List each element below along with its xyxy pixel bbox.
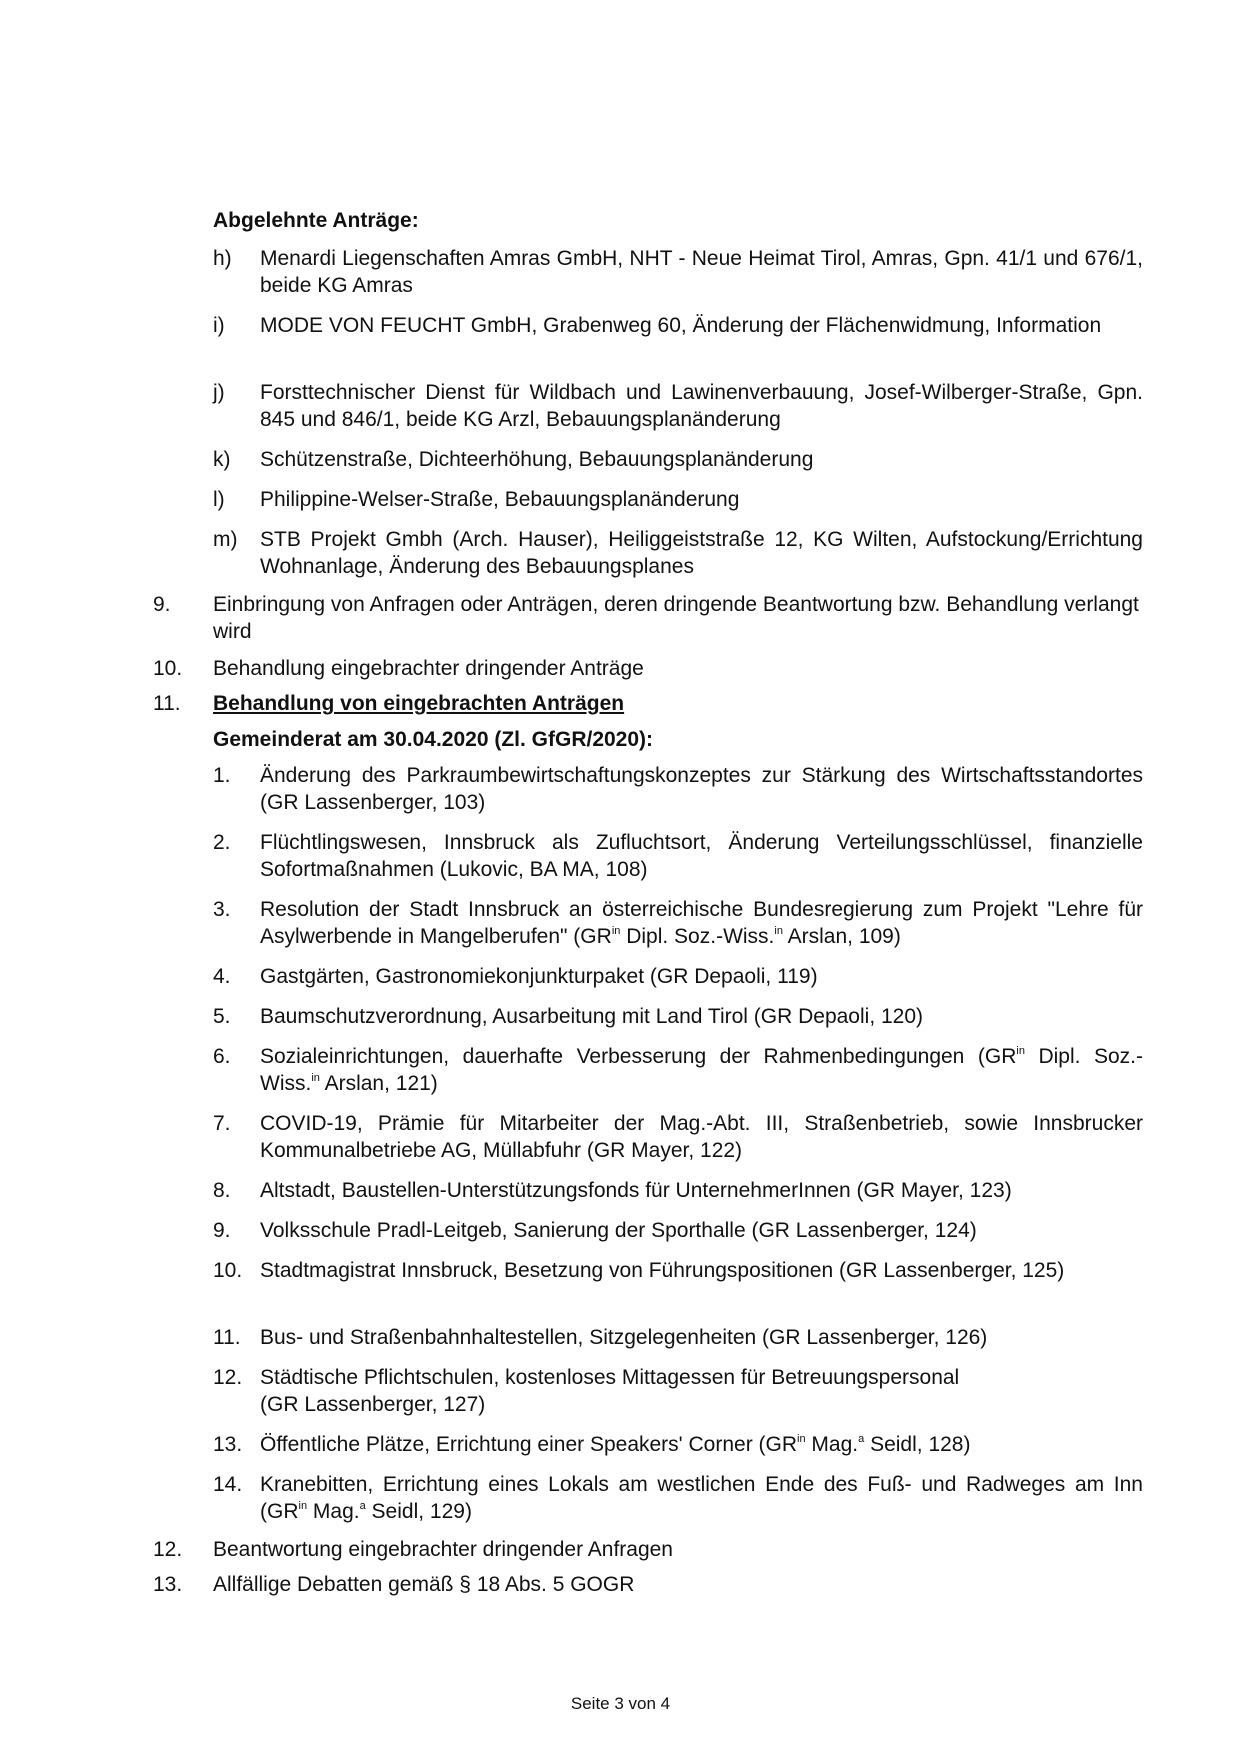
motion-text-part: Kranebitten, Errichtung eines Lokals am westlichen Ende des Fuß- und Radweges am Inn (GR <box>260 1473 1143 1523</box>
item-text: Menardi Liegenschaften Amras GmbH, NHT - Neue Heimat Tirol, Amras, Gpn. 41/1 und 676/1, beide KG Amras <box>260 247 1143 297</box>
motion-number: 7. <box>213 1112 231 1135</box>
item-label: m) <box>213 528 238 551</box>
rejected-heading: Abgelehnte Anträge: <box>213 209 419 232</box>
motion-number: 8. <box>213 1179 231 1202</box>
item-label: i) <box>213 314 225 337</box>
motion-text-part: Seidl, 129) <box>365 1500 472 1523</box>
superscript: a <box>858 1433 865 1445</box>
motion-text: Gastgärten, Gastronomiekonjunkturpaket (GR Depaoli, 119) <box>260 965 818 988</box>
motion-number: 5. <box>213 1005 231 1028</box>
motion-number: 6. <box>213 1045 231 1068</box>
motion-text-line: (GR Lassenberger, 127) <box>260 1393 486 1416</box>
motion-item <box>213 1324 1143 1351</box>
motion-item <box>213 963 1143 990</box>
motion-number: 11. <box>213 1326 241 1349</box>
agenda-number: 12. <box>153 1538 183 1561</box>
council-session-line <box>153 726 1143 753</box>
agenda-item-11 <box>153 690 1143 717</box>
motion-item <box>213 1431 1143 1458</box>
motion-text <box>260 1431 1143 1458</box>
agenda-number: 9. <box>153 593 171 616</box>
superscript: in <box>298 1500 308 1512</box>
motion-text: Änderung des Parkraumbewirtschaftungskonzeptes zur Stärkung des Wirtschaftsstandortes (GR Lassenberger, 103) <box>260 764 1143 814</box>
agenda-item-12 <box>153 1536 1143 1563</box>
rejected-item-m <box>213 526 1143 580</box>
motion-number: 13. <box>213 1433 243 1456</box>
motion-number: 14. <box>213 1473 243 1496</box>
motion-text-part: Sozialeinrichtungen, dauerhafte Verbesserung der Rahmenbedingungen (GR <box>260 1045 1017 1068</box>
motion-item <box>213 762 1143 816</box>
superscript: a <box>359 1500 366 1512</box>
rejected-item-l <box>213 486 1143 513</box>
superscript: in <box>797 1433 806 1445</box>
agenda-text: Allfällige Debatten gemäß § 18 Abs. 5 GOGR <box>213 1573 635 1596</box>
rejected-item-j <box>213 379 1143 433</box>
motion-text <box>260 1471 1143 1525</box>
motion-item <box>213 896 1143 950</box>
motion-item <box>213 1217 1143 1244</box>
motion-item <box>213 1364 1143 1418</box>
motion-text: Baumschutzverordnung, Ausarbeitung mit Land Tirol (GR Depaoli, 120) <box>260 1005 924 1028</box>
motion-text <box>260 1043 1143 1097</box>
motion-number: 9. <box>213 1219 231 1242</box>
motion-text-part: Dipl. Soz.-Wiss. <box>620 925 775 948</box>
motion-text-part: Mag. <box>307 1500 360 1523</box>
motion-text <box>260 1364 1143 1418</box>
motion-number: 2. <box>213 831 231 854</box>
council-session-heading: Gemeinderat am 30.04.2020 (Zl. GfGR/2020): <box>213 728 654 751</box>
motion-item <box>213 1003 1143 1030</box>
motion-text-part: Dipl. Soz.-Wiss. <box>260 1045 1143 1095</box>
motion-text-part: Öffentliche Plätze, Errichtung einer Speakers' Corner (GR <box>260 1433 798 1456</box>
item-label: k) <box>213 448 231 471</box>
motion-text-part: Seidl, 128) <box>864 1433 971 1456</box>
item-text: MODE VON FEUCHT GmbH, Grabenweg 60, Änderung der Flächenwidmung, Information <box>260 314 1102 337</box>
motion-item <box>213 829 1143 883</box>
agenda-text: Behandlung eingebrachter dringender Anträge <box>213 657 644 680</box>
motion-number: 1. <box>213 764 231 787</box>
item-text: STB Projekt Gmbh (Arch. Hauser), Heiliggeiststraße 12, KG Wilten, Aufstockung/Errichtung Wohnanlage, Änderung des Bebauungsplanes <box>260 528 1143 578</box>
item-text: Philippine-Welser-Straße, Bebauungsplanänderung <box>260 488 740 511</box>
motion-text <box>260 896 1143 950</box>
item-label: j) <box>213 381 225 404</box>
agenda-item-10 <box>153 655 1143 682</box>
motion-text-part: Resolution der Stadt Innsbruck an österreichische Bundesregierung zum Projekt "Lehre für Asylwerbende in Mangelberufen" (GR <box>260 898 1143 948</box>
agenda-number: 13. <box>153 1573 183 1596</box>
agenda-number: 10. <box>153 657 183 680</box>
motion-text: Volksschule Pradl-Leitgeb, Sanierung der Sporthalle (GR Lassenberger, 124) <box>260 1219 977 1242</box>
agenda-text: Behandlung von eingebrachten Anträgen <box>213 692 625 715</box>
motion-number: 3. <box>213 898 231 921</box>
superscript: in <box>611 925 621 937</box>
motion-text: COVID-19, Prämie für Mitarbeiter der Mag.-Abt. III, Straßenbetrieb, sowie Innsbrucker Kommunalbetriebe AG, Müllabfuhr (GR Mayer, 122) <box>260 1112 1143 1162</box>
motion-number: 4. <box>213 965 231 988</box>
rejected-item-k <box>213 446 1143 473</box>
motion-text: Stadtmagistrat Innsbruck, Besetzung von Führungspositionen (GR Lassenberger, 125) <box>260 1259 1065 1282</box>
superscript: in <box>1016 1045 1025 1057</box>
item-label: h) <box>213 247 232 270</box>
motion-item <box>213 1471 1143 1525</box>
rejected-item-i <box>213 312 1143 339</box>
rejected-item-h <box>213 245 1143 299</box>
motion-item <box>213 1043 1143 1097</box>
motion-text-line: Städtische Pflichtschulen, kostenloses Mittagessen für Betreuungspersonal <box>260 1366 960 1389</box>
agenda-text: Beantwortung eingebrachter dringender Anfragen <box>213 1538 673 1561</box>
superscript: in <box>311 1072 320 1084</box>
motion-text: Flüchtlingswesen, Innsbruck als Zufluchtsort, Änderung Verteilungsschlüssel, finanzielle Sofortmaßnahmen (Lukovic, BA MA, 108) <box>260 831 1143 881</box>
agenda-text: Einbringung von Anfragen oder Anträgen, deren dringende Beantwortung bzw. Behandlung verlangt wird <box>213 593 1139 643</box>
motion-number: 12. <box>213 1366 243 1389</box>
agenda-item-9 <box>153 591 1143 645</box>
item-text: Schützenstraße, Dichteerhöhung, Bebauungsplanänderung <box>260 448 814 471</box>
superscript: in <box>774 925 783 937</box>
motion-text-part: Arslan, 121) <box>319 1072 438 1095</box>
item-label: l) <box>213 488 225 511</box>
page-number-footer: Seite 3 von 4 <box>570 1694 671 1713</box>
motion-item <box>213 1177 1143 1204</box>
item-text: Forsttechnischer Dienst für Wildbach und Lawinenverbauung, Josef-Wilberger-Straße, Gpn. 845 und 846/1, beide KG Arzl, Bebauungsplanänderung <box>260 381 1143 431</box>
agenda-item-13 <box>153 1571 1143 1598</box>
motion-number: 10. <box>213 1259 243 1282</box>
motion-text: Altstadt, Baustellen-Unterstützungsfonds für UnternehmerInnen (GR Mayer, 123) <box>260 1179 1012 1202</box>
motion-text-part: Arslan, 109) <box>782 925 901 948</box>
motion-text: Bus- und Straßenbahnhaltestellen, Sitzgelegenheiten (GR Lassenberger, 126) <box>260 1326 988 1349</box>
motion-text-part: Mag. <box>805 1433 859 1456</box>
motion-item <box>213 1110 1143 1164</box>
agenda-number: 11. <box>153 692 181 715</box>
motion-item <box>213 1257 1143 1284</box>
